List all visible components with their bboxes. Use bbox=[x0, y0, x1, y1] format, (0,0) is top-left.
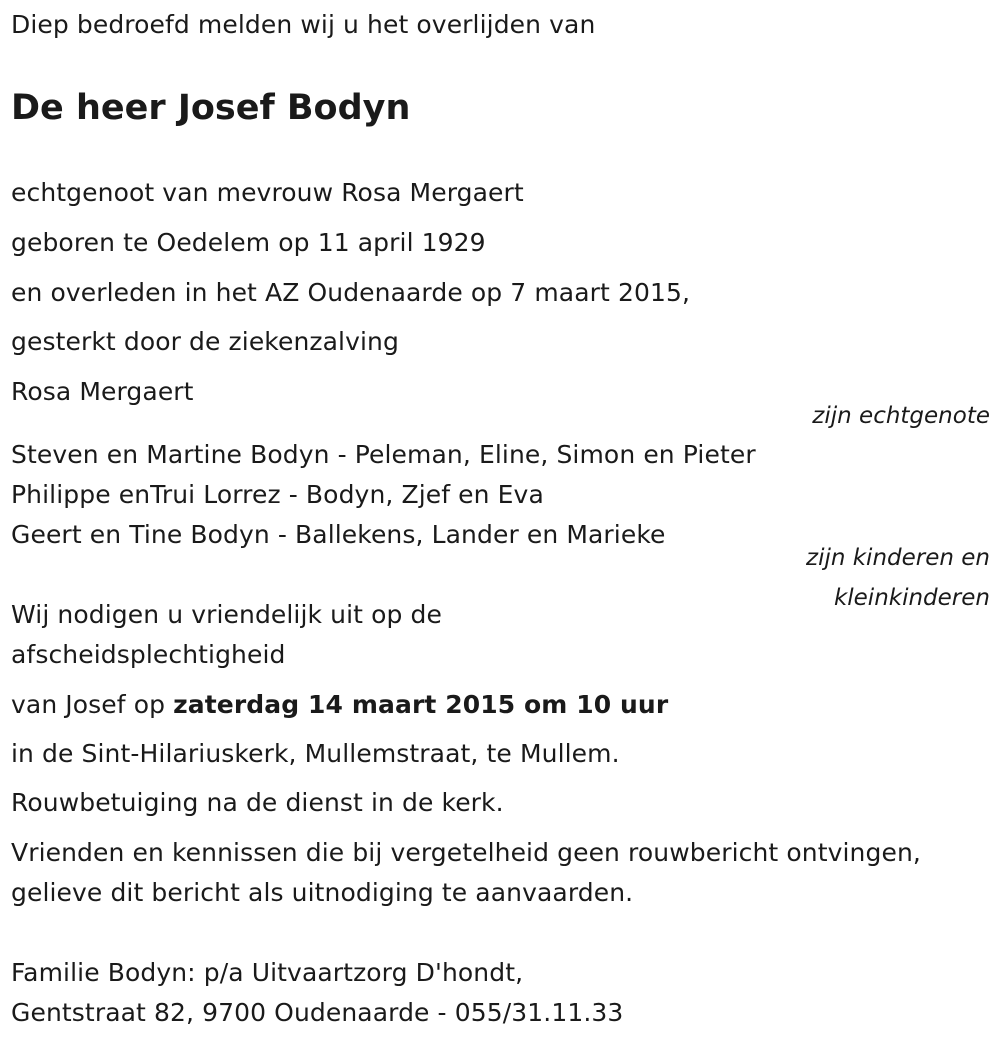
death-line: en overleden in het AZ Oudenaarde op 7 maart 2015, bbox=[11, 278, 691, 307]
children-line-3: Geert en Tine Bodyn - Ballekens, Lander en Marieke bbox=[11, 520, 666, 549]
notice-line-2: gelieve dit bericht als uitnodiging te aanvaarden. bbox=[11, 878, 634, 907]
condolences-line: Rouwbetuiging na de dienst in de kerk. bbox=[11, 788, 504, 817]
spouse-role: zijn echtgenote bbox=[812, 403, 990, 429]
ceremony-location: in de Sint-Hilariuskerk, Mullemstraat, te Mullem. bbox=[11, 739, 620, 768]
notice-line-1: Vrienden en kennissen die bij vergetelheid geen rouwbericht ontvingen, bbox=[11, 838, 921, 867]
sacrament-line: gesterkt door de ziekenzalving bbox=[11, 327, 399, 356]
spouse-name: Rosa Mergaert bbox=[11, 377, 194, 406]
intro-text: Diep bedroefd melden wij u het overlijden van bbox=[11, 10, 596, 39]
children-role-line-1: zijn kinderen en bbox=[806, 545, 990, 571]
ceremony-date-prefix: van Josef op bbox=[11, 690, 174, 719]
children-role-line-2: kleinkinderen bbox=[833, 585, 990, 611]
invitation-line-1: Wij nodigen u vriendelijk uit op de bbox=[11, 600, 442, 629]
children-line-1: Steven en Martine Bodyn - Peleman, Eline, Simon en Pieter bbox=[11, 440, 756, 469]
children-role bbox=[806, 538, 990, 618]
birth-line: geboren te Oedelem op 11 april 1929 bbox=[11, 228, 486, 257]
contact-line-2: Gentstraat 82, 9700 Oudenaarde - 055/31.11.33 bbox=[11, 998, 624, 1027]
ceremony-date: zaterdag 14 maart 2015 om 10 uur bbox=[173, 690, 669, 719]
ceremony-date-line bbox=[11, 690, 668, 720]
spouse-line: echtgenoot van mevrouw Rosa Mergaert bbox=[11, 178, 524, 207]
children-line-2: Philippe enTrui Lorrez - Bodyn, Zjef en Eva bbox=[11, 480, 544, 509]
invitation-line-2: afscheidsplechtigheid bbox=[11, 640, 286, 669]
contact-line-1: Familie Bodyn: p/a Uitvaartzorg D'hondt, bbox=[11, 958, 524, 987]
deceased-name: De heer Josef Bodyn bbox=[11, 88, 411, 128]
